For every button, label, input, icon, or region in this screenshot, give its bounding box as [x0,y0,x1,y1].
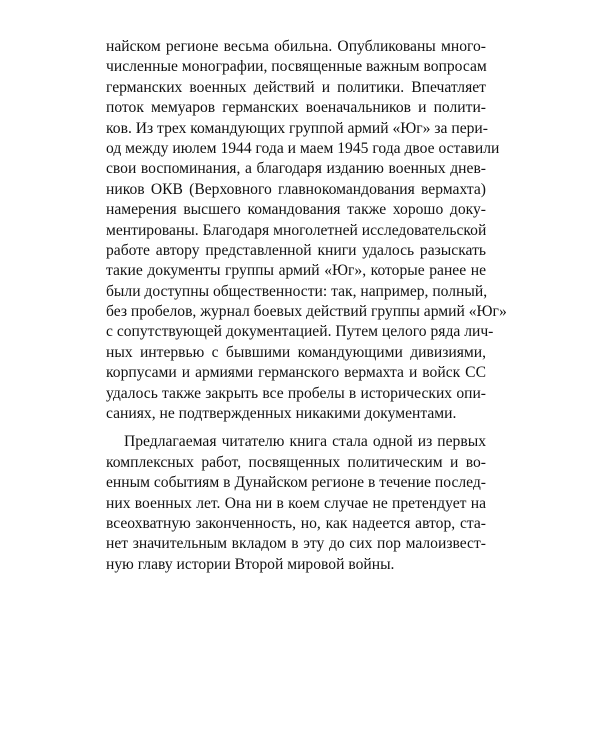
text-line: ных интервью с бывшими командующими дивизиями, [106,343,486,361]
text-line: свои воспоминания, а благодаря изданию военных днев- [106,160,486,178]
text-line: ную главу истории Второй мировой войны. [106,555,395,573]
paragraph-1 [106,37,507,424]
text-line: всеохватную законченность, но, как надеется автор, ста- [106,514,486,532]
text-line: корпусами и армиями германского вермахта и войск СС [106,364,486,382]
paragraph-spacer [106,424,486,432]
text-line: работе автору представленной книги удалось разыскать [106,241,486,259]
text-line: найском регионе весьма обильна. Опубликованы много- [106,38,486,55]
text-line: од между июлем 1944 года и маем 1945 года двое оставили [106,139,500,157]
text-line: поток мемуаров германских военачальников и полити- [106,99,486,117]
text-line: были доступны общественности: так, например, полный, [106,282,488,300]
text-line: енным событиям в Дунайском регионе в течение послед- [106,474,486,492]
text-line: намерения высшего командования также хорошо доку- [106,201,486,219]
text-line: такие документы группы армий «Юг», которые ранее не [106,262,486,280]
text-line: саниях, не подтвержденных никакими документами. [106,405,457,423]
text-block [106,37,507,575]
paragraph-2 [106,432,486,575]
text-line: нет значительным вкладом в эту до сих пор малоизвест- [106,535,486,553]
text-line: ков. Из трех командующих группой армий «Юг» за пери- [106,119,488,137]
text-line: Предлагаемая читателю книга стала одной из первых [124,433,486,451]
text-line: комплексных работ, посвященных политическим и во- [106,453,486,471]
text-line: с сопутствующей документацией. Путем целого ряда лич- [106,323,494,341]
text-line: численные монографии, посвященные важным вопросам [106,58,487,76]
text-line: них военных лет. Она ни в коем случае не претендует на [106,494,486,512]
text-line: ников ОКВ (Верховного главнокомандования вермахта) [106,180,486,198]
text-line: без пробелов, журнал боевых действий группы армий «Юг» [106,303,507,321]
text-line: удалось также закрыть все пробелы в исторических опи- [106,384,486,402]
text-line: германских военных действий и политики. Впечатляет [106,78,486,96]
text-line: ментированы. Благодаря многолетней исследовательской [106,221,487,239]
